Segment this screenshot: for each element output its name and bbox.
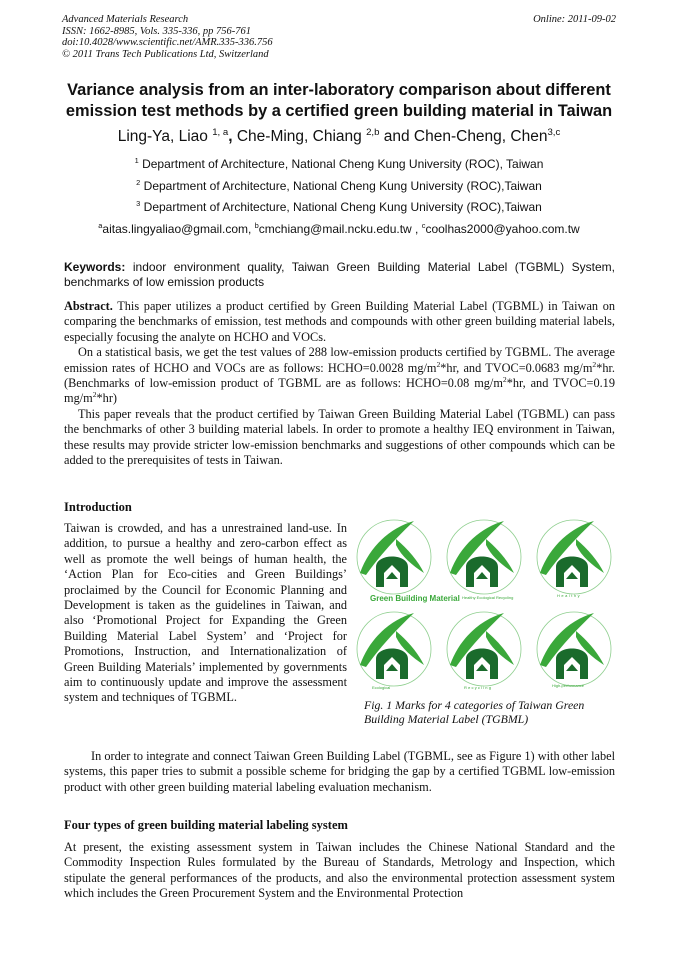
aff-text: Department of Architecture, National Cheng Kung University (ROC),Taiwan bbox=[140, 200, 542, 214]
title-line-2: emission test methods by a certified green building material in Taiwan bbox=[65, 102, 613, 120]
abstract-text: *hr) bbox=[96, 391, 118, 406]
author: Chen-Cheng, Chen bbox=[413, 128, 548, 145]
title-line-1: Variance analysis from an inter-laboratory comparison about different bbox=[67, 81, 611, 99]
aff-sup: 2 bbox=[136, 178, 141, 187]
svg-text:Green Building Material: Green Building Material bbox=[370, 594, 460, 603]
keywords bbox=[64, 260, 615, 290]
abstract-p1 bbox=[64, 299, 615, 345]
issn: ISSN: 1662-8985, Vols. 335-336, pp 756-761 bbox=[62, 25, 251, 37]
journal-header bbox=[62, 14, 273, 60]
intro-paragraph-1: Taiwan is crowded, and has a unrestrained land-use. In addition, to pursue a healthy and zero-carbon effect as well as promote the well beings of human health, the ‘Action Plan for Eco-cities and Green Buildings’ proclaimed by the Council for Economic Planning and Development is taken as the guidelines in Taiwan, and also ‘Promotional Project for Expanding the Green Building Material Label System’ and ‘Project for Promotions, Instruction, and Internationalization of Green Building Materials’ implemented by governments aim to continuously update and improve the assessment system and techniques of TGBML. bbox=[64, 521, 347, 705]
abstract-text: On a statistical basis, we get the test values of 288 low-emission products certified by TGBML. The average emission rates of HCHO and VOCs are as follows: HCHO=0.0028 mg/m bbox=[64, 345, 615, 375]
affiliation-3 bbox=[40, 200, 638, 214]
logo-high-performance bbox=[537, 612, 611, 686]
abstract-p2 bbox=[64, 345, 615, 407]
figure-1-logos bbox=[352, 515, 616, 695]
aff-text: Department of Architecture, National Cheng Kung University (ROC),Taiwan bbox=[140, 179, 542, 193]
aff-text: Department of Architecture, National Cheng Kung University (ROC), Taiwan bbox=[138, 157, 544, 171]
svg-text:Recycling: Recycling bbox=[464, 685, 493, 690]
email: aitas.lingyaliao@gmail.com, bbox=[102, 222, 255, 236]
email-sup: b bbox=[254, 221, 259, 230]
author: Ling-Ya, Liao bbox=[117, 128, 213, 145]
abstract-text: *hr, and TVOC=0.19 mg/m bbox=[64, 376, 615, 406]
logo-ecological bbox=[357, 612, 431, 686]
email: coolhas2000@yahoo.com.tw bbox=[425, 222, 580, 236]
figure-caption: Fig. 1 Marks for 4 categories of Taiwan Green Building Material Label (TGBML) bbox=[364, 698, 585, 726]
abstract-p3: This paper reveals that the product certified by Taiwan Green Building Material Label (TGBML) can pass the benchmarks of other 3 building material labels. In order to promote a healthy IEQ environment in Taiwan, these results may provide stricter low-emission benchmarks and suggestions of other compounds which can be added to the prerequisites of tests in Taiwan. bbox=[64, 406, 615, 468]
email-sup: c bbox=[421, 221, 426, 230]
aff-sup: 1 bbox=[134, 156, 139, 165]
affiliation-1 bbox=[40, 157, 638, 171]
logo-main bbox=[357, 520, 431, 594]
email-list bbox=[40, 222, 638, 236]
logo-recycling bbox=[447, 612, 521, 686]
sup: 2 bbox=[502, 374, 507, 384]
logo-healthy bbox=[537, 520, 611, 594]
author: Che-Ming, Chiang bbox=[236, 128, 367, 145]
tgbml-logo-grid bbox=[352, 515, 616, 695]
aff-sup: 3 bbox=[136, 199, 141, 208]
section-2-paragraph: At present, the existing assessment system in Taiwan includes the Chinese National Standard and the Commodity Inspection Rules formulated by the Bureau of Standards, Metrology and Inspection, which stipulate the general performances of the products, and also the environmental protection assessment system which includes the Green Procurement System and the Environmental Protection bbox=[64, 840, 615, 901]
heading-introduction: Introduction bbox=[64, 500, 132, 514]
keywords-label: Keywords: bbox=[64, 260, 126, 274]
affiliation-2 bbox=[40, 179, 638, 193]
abstract-label: Abstract. bbox=[64, 299, 113, 313]
doi: doi:10.4028/www.scientific.net/AMR.335-336.756 bbox=[62, 37, 273, 48]
abstract-text: *hr. (Benchmarks of low-emission product of TGBML are as follows: HCHO=0.08 mg/m bbox=[64, 360, 615, 391]
svg-text:Healthy Ecological Recycling: Healthy Ecological Recycling bbox=[462, 595, 514, 600]
svg-text:Healthy: Healthy bbox=[557, 593, 582, 598]
svg-text:Ecological: Ecological bbox=[372, 685, 391, 690]
author-sep: and bbox=[379, 128, 414, 145]
svg-text:High-performance: High-performance bbox=[552, 683, 585, 688]
author-list bbox=[40, 128, 638, 146]
author-sup: 3,c bbox=[547, 126, 561, 138]
journal-name: Advanced Materials Research bbox=[62, 14, 189, 25]
abstract-text: This paper utilizes a product certified by Green Building Material Label (TGBML) in Taiwan on comparing the benchmarks of emission, test methods and compounds with other green building material labels, especially focusing the analyte on HCHO and VOCs. bbox=[64, 299, 615, 344]
email: cmchiang@mail.ncku.edu.tw , bbox=[258, 222, 422, 236]
keywords-text: indoor environment quality, Taiwan Green Building Material Label (TGBML) System, benchmarks of low emission products bbox=[64, 260, 615, 289]
paper-title bbox=[40, 80, 638, 122]
logo-general bbox=[447, 520, 521, 594]
sup: 2 bbox=[92, 390, 97, 400]
email-sup: a bbox=[98, 221, 103, 230]
abstract-text: *hr, and TVOC=0.0683 mg/m bbox=[440, 360, 593, 375]
sup: 2 bbox=[592, 359, 597, 369]
copyright: © 2011 Trans Tech Publications Ltd, Switzerland bbox=[62, 48, 269, 60]
sup: 2 bbox=[436, 359, 441, 369]
intro-paragraph-2: In order to integrate and connect Taiwan Green Building Label (TGBML, see as Figure 1) with other label systems, this paper tries to submit a possible scheme for bridging the gap by a certified TGBML low-emission product with other green building material labeling evaluation mechanism. bbox=[64, 749, 615, 794]
author-sup: 1, a bbox=[212, 126, 229, 138]
heading-section-2: Four types of green building material labeling system bbox=[64, 818, 348, 832]
online-date: Online: 2011-09-02 bbox=[533, 14, 616, 25]
abstract bbox=[64, 299, 615, 468]
author-sep: , bbox=[228, 128, 237, 145]
author-sup: 2,b bbox=[366, 126, 380, 138]
